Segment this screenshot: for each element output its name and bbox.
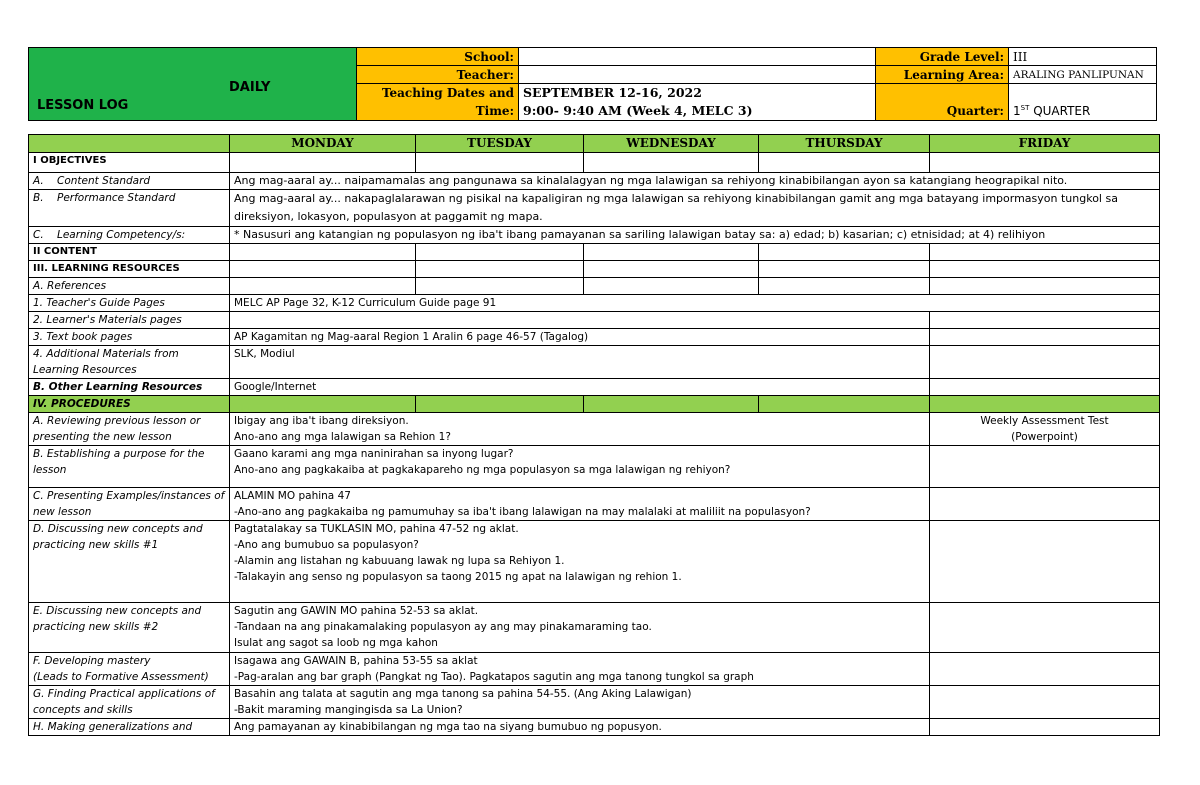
content-standard-num: A. bbox=[33, 175, 44, 187]
performance-standard-line2: direksiyon, lokasyon, populasyon at paggamit ng mapa. bbox=[234, 210, 543, 223]
proc-b-label-1: B. Establishing a purpose for the bbox=[33, 448, 205, 460]
proc-d-line1: Pagtatalakay sa TUKLASIN MO, pahina 47-52 ng aklat. bbox=[234, 523, 519, 535]
content-tue[interactable] bbox=[416, 244, 584, 261]
proc-e-label-2: practicing new skills #2 bbox=[33, 621, 159, 633]
proc-c-label-1: C. Presenting Examples/instances of bbox=[33, 490, 225, 502]
content-wed[interactable] bbox=[584, 244, 759, 261]
objectives-tue[interactable] bbox=[416, 153, 584, 173]
proc-h-value[interactable]: Ang pamayanan ay kinabibilangan ng mga tao na siyang bumubuo ng popusyon. bbox=[230, 719, 930, 736]
objectives-row bbox=[29, 153, 1160, 173]
proc-a-label bbox=[29, 413, 230, 446]
content-standard-row bbox=[29, 173, 1160, 190]
references-thu[interactable] bbox=[759, 278, 930, 295]
teaching-dates-label-line1: Teaching Dates and bbox=[381, 86, 514, 100]
proc-a-friday[interactable] bbox=[930, 413, 1160, 446]
dates-line-1: SEPTEMBER 12-16, 2022 bbox=[523, 85, 702, 100]
proc-b-line1: Gaano karami ang mga naninirahan sa inyong lugar? bbox=[234, 448, 514, 460]
school-value[interactable] bbox=[519, 48, 876, 66]
teacher-value[interactable] bbox=[519, 66, 876, 84]
proc-d-value[interactable] bbox=[230, 521, 930, 603]
day-friday: FRIDAY bbox=[930, 135, 1160, 153]
proc-d-line4: -Talakayin ang senso ng populasyon sa taong 2015 ng apat na lalawigan ng rehion 1. bbox=[234, 571, 682, 583]
additional-materials-fri[interactable] bbox=[930, 346, 1160, 379]
references-wed[interactable] bbox=[584, 278, 759, 295]
proc-e-line2: -Tandaan na ang pinakamalaking populasyon ay ang may pinakamaraming tao. bbox=[234, 621, 652, 633]
quarter-num: 1 bbox=[1013, 104, 1021, 118]
performance-standard-label bbox=[29, 190, 230, 227]
proc-a-friday-line2: (Powerpoint) bbox=[1011, 431, 1078, 443]
learning-area-value[interactable]: ARALING PANLIPUNAN bbox=[1009, 66, 1157, 84]
procedures-row bbox=[29, 396, 1160, 413]
quarter-sup: ST bbox=[1020, 104, 1030, 112]
proc-c-value[interactable] bbox=[230, 488, 930, 521]
content-standard-label bbox=[29, 173, 230, 190]
day-header-row bbox=[29, 135, 1160, 153]
proc-h-fri[interactable] bbox=[930, 719, 1160, 736]
procedures-thu bbox=[759, 396, 930, 413]
proc-d-fri[interactable] bbox=[930, 521, 1160, 603]
learners-materials-fri[interactable] bbox=[930, 312, 1160, 329]
proc-e-line3: Isulat ang sagot sa loob ng mga kahon bbox=[234, 637, 438, 649]
proc-a-friday-line1: Weekly Assessment Test bbox=[980, 415, 1109, 427]
proc-h-row bbox=[29, 719, 1160, 736]
procedures-tue bbox=[416, 396, 584, 413]
learners-materials-row bbox=[29, 312, 1160, 329]
procedures-wed bbox=[584, 396, 759, 413]
dates-line-2: 9:00- 9:40 AM (Week 4, MELC 3) bbox=[523, 103, 753, 118]
learners-materials-label: 2. Learner's Materials pages bbox=[29, 312, 230, 329]
header-title-cell bbox=[29, 48, 357, 121]
performance-standard-line1: Ang mag-aaral ay... nakapaglalarawan ng pisikal na kapaligiran ng mga lalawigan sa rehiyong kinabibilangan gamit ang mga batayang impormasyon tungkol sa bbox=[234, 192, 1118, 205]
performance-standard-value[interactable] bbox=[230, 190, 1160, 227]
proc-e-label bbox=[29, 603, 230, 653]
proc-f-fri[interactable] bbox=[930, 653, 1160, 686]
proc-c-row bbox=[29, 488, 1160, 521]
proc-d-label-2: practicing new skills #1 bbox=[33, 539, 159, 551]
textbook-row bbox=[29, 329, 1160, 346]
proc-c-line1: ALAMIN MO pahina 47 bbox=[234, 490, 351, 502]
proc-g-fri[interactable] bbox=[930, 686, 1160, 719]
procedures-label: IV. PROCEDURES bbox=[29, 396, 230, 413]
proc-c-fri[interactable] bbox=[930, 488, 1160, 521]
proc-a-value[interactable] bbox=[230, 413, 930, 446]
teachers-guide-label: 1. Teacher's Guide Pages bbox=[29, 295, 230, 312]
proc-d-line3: -Alamin ang listahan ng kabuuang lawak ng lupa sa Rehiyon 1. bbox=[234, 555, 565, 567]
proc-g-value[interactable] bbox=[230, 686, 930, 719]
day-header-blank bbox=[29, 135, 230, 153]
day-thursday: THURSDAY bbox=[759, 135, 930, 153]
additional-materials-row bbox=[29, 346, 1160, 379]
proc-d-row bbox=[29, 521, 1160, 603]
content-fri[interactable] bbox=[930, 244, 1160, 261]
proc-g-label bbox=[29, 686, 230, 719]
proc-g-label-1: G. Finding Practical applications of bbox=[33, 688, 215, 700]
references-fri[interactable] bbox=[930, 278, 1160, 295]
proc-g-label-2: concepts and skills bbox=[33, 704, 133, 716]
proc-a-row bbox=[29, 413, 1160, 446]
school-label: School: bbox=[357, 48, 519, 66]
objectives-wed[interactable] bbox=[584, 153, 759, 173]
proc-b-line2: Ano-ano ang pagkakaiba at pagkakapareho ng mga populasyon sa mga lalawigan ng rehiyon? bbox=[234, 464, 731, 476]
resources-mon[interactable] bbox=[230, 261, 416, 278]
proc-h-label: H. Making generalizations and bbox=[29, 719, 230, 736]
proc-e-fri[interactable] bbox=[930, 603, 1160, 653]
proc-f-label bbox=[29, 653, 230, 686]
proc-e-row bbox=[29, 603, 1160, 653]
proc-a-label-1: A. Reviewing previous lesson or bbox=[33, 415, 201, 427]
quarter-value[interactable] bbox=[1009, 84, 1157, 121]
references-tue[interactable] bbox=[416, 278, 584, 295]
lesson-log-table bbox=[28, 134, 1160, 736]
proc-b-row bbox=[29, 446, 1160, 488]
quarter-text: QUARTER bbox=[1029, 104, 1091, 118]
references-row bbox=[29, 278, 1160, 295]
teaching-dates-label bbox=[357, 84, 519, 121]
textbook-fri[interactable] bbox=[930, 329, 1160, 346]
learning-competency-value[interactable]: * Nasusuri ang katangian ng populasyon ng iba't ibang pamayanan sa sariling lalawigan batay sa: a) edad; b) kasarian; c) etnisidad; at 4) relihiyon bbox=[230, 227, 1160, 244]
proc-b-label bbox=[29, 446, 230, 488]
proc-d-label bbox=[29, 521, 230, 603]
grade-level-value[interactable]: III bbox=[1009, 48, 1157, 66]
objectives-fri[interactable] bbox=[930, 153, 1160, 173]
proc-b-fri[interactable] bbox=[930, 446, 1160, 488]
additional-materials-label bbox=[29, 346, 230, 379]
proc-c-line2: -Ano-ano ang pagkakaiba ng pamumuhay sa iba't ibang lalawigan na may malalaki at maliliit na populasyon? bbox=[234, 506, 811, 518]
proc-b-value[interactable] bbox=[230, 446, 930, 488]
learners-materials-value[interactable] bbox=[230, 312, 930, 329]
day-tuesday: TUESDAY bbox=[416, 135, 584, 153]
proc-g-line2: -Bakit maraming mangingisda sa La Union? bbox=[234, 704, 463, 716]
performance-standard-row bbox=[29, 190, 1160, 227]
title-daily: DAILY bbox=[229, 80, 271, 95]
proc-c-label bbox=[29, 488, 230, 521]
proc-f-line2: -Pag-aralan ang bar graph (Pangkat ng Tao). Pagkatapos sagutin ang mga tanong tungkol sa graph bbox=[234, 671, 754, 683]
proc-a-line2: Ano-ano ang mga lalawigan sa Rehion 1? bbox=[234, 431, 451, 443]
performance-standard-num: B. bbox=[33, 192, 44, 204]
other-resources-label: B. Other Learning Resources bbox=[29, 379, 230, 396]
other-resources-value[interactable]: Google/Internet bbox=[230, 379, 930, 396]
content-mon[interactable] bbox=[230, 244, 416, 261]
procedures-mon bbox=[230, 396, 416, 413]
learning-competency-num: C. bbox=[33, 229, 44, 241]
resources-tue[interactable] bbox=[416, 261, 584, 278]
proc-b-label-2: lesson bbox=[33, 464, 67, 476]
other-resources-row bbox=[29, 379, 1160, 396]
learning-resources-label: III. LEARNING RESOURCES bbox=[29, 261, 230, 278]
objectives-mon[interactable] bbox=[230, 153, 416, 173]
additional-materials-label-2: Learning Resources bbox=[33, 364, 137, 376]
learning-competency-text: Learning Competency/s: bbox=[57, 229, 186, 241]
proc-e-value[interactable] bbox=[230, 603, 930, 653]
textbook-label: 3. Text book pages bbox=[29, 329, 230, 346]
learning-resources-row bbox=[29, 261, 1160, 278]
content-row bbox=[29, 244, 1160, 261]
proc-d-line2: -Ano ang bumubuo sa populasyon? bbox=[234, 539, 419, 551]
references-mon[interactable] bbox=[230, 278, 416, 295]
content-label: II CONTENT bbox=[29, 244, 230, 261]
day-wednesday: WEDNESDAY bbox=[584, 135, 759, 153]
lesson-log-header bbox=[28, 47, 1157, 121]
teachers-guide-row bbox=[29, 295, 1160, 312]
teaching-dates-label-line2: Time: bbox=[475, 104, 514, 118]
proc-f-value[interactable] bbox=[230, 653, 930, 686]
textbook-value[interactable]: AP Kagamitan ng Mag-aaral Region 1 Aralin 6 page 46-57 (Tagalog) bbox=[230, 329, 930, 346]
references-label: A. References bbox=[29, 278, 230, 295]
teaching-dates-value[interactable] bbox=[519, 84, 876, 121]
additional-materials-label-1: 4. Additional Materials from bbox=[33, 348, 179, 360]
proc-c-label-2: new lesson bbox=[33, 506, 92, 518]
teachers-guide-value[interactable]: MELC AP Page 32, K-12 Curriculum Guide page 91 bbox=[230, 295, 1160, 312]
grade-level-label: Grade Level: bbox=[876, 48, 1009, 66]
additional-materials-value[interactable]: SLK, Modiul bbox=[230, 346, 930, 379]
proc-f-line1: Isagawa ang GAWAIN B, pahina 53-55 sa aklat bbox=[234, 655, 478, 667]
proc-d-label-1: D. Discussing new concepts and bbox=[33, 523, 203, 535]
content-standard-value[interactable]: Ang mag-aaral ay... naipamamalas ang pangunawa sa kinalalagyan ng mga lalawigan sa rehiyong kinabibilangan ayon sa katangiang heograpikal nito. bbox=[230, 173, 1160, 190]
proc-f-label-1: F. Developing mastery bbox=[33, 655, 151, 667]
procedures-fri bbox=[930, 396, 1160, 413]
content-thu[interactable] bbox=[759, 244, 930, 261]
proc-f-label-2: (Leads to Formative Assessment) bbox=[33, 671, 209, 683]
proc-g-line1: Basahin ang talata at sagutin ang mga tanong sa pahina 54-55. (Ang Aking Lalawigan) bbox=[234, 688, 692, 700]
proc-f-row bbox=[29, 653, 1160, 686]
learning-competency-row bbox=[29, 227, 1160, 244]
learning-competency-label bbox=[29, 227, 230, 244]
title-lesson-log: LESSON LOG bbox=[37, 98, 129, 113]
resources-thu[interactable] bbox=[759, 261, 930, 278]
learning-area-label: Learning Area: bbox=[876, 66, 1009, 84]
teacher-label: Teacher: bbox=[357, 66, 519, 84]
proc-a-line1: Ibigay ang iba't ibang direksiyon. bbox=[234, 415, 409, 427]
proc-g-row bbox=[29, 686, 1160, 719]
performance-standard-text: Performance Standard bbox=[57, 192, 176, 204]
proc-a-label-2: presenting the new lesson bbox=[33, 431, 172, 443]
resources-wed[interactable] bbox=[584, 261, 759, 278]
other-resources-fri[interactable] bbox=[930, 379, 1160, 396]
proc-e-line1: Sagutin ang GAWIN MO pahina 52-53 sa aklat. bbox=[234, 605, 479, 617]
resources-fri[interactable] bbox=[930, 261, 1160, 278]
day-monday: MONDAY bbox=[230, 135, 416, 153]
objectives-label: I OBJECTIVES bbox=[29, 153, 230, 173]
objectives-thu[interactable] bbox=[759, 153, 930, 173]
content-standard-text: Content Standard bbox=[57, 175, 151, 187]
quarter-label: Quarter: bbox=[876, 84, 1009, 121]
proc-e-label-1: E. Discussing new concepts and bbox=[33, 605, 202, 617]
